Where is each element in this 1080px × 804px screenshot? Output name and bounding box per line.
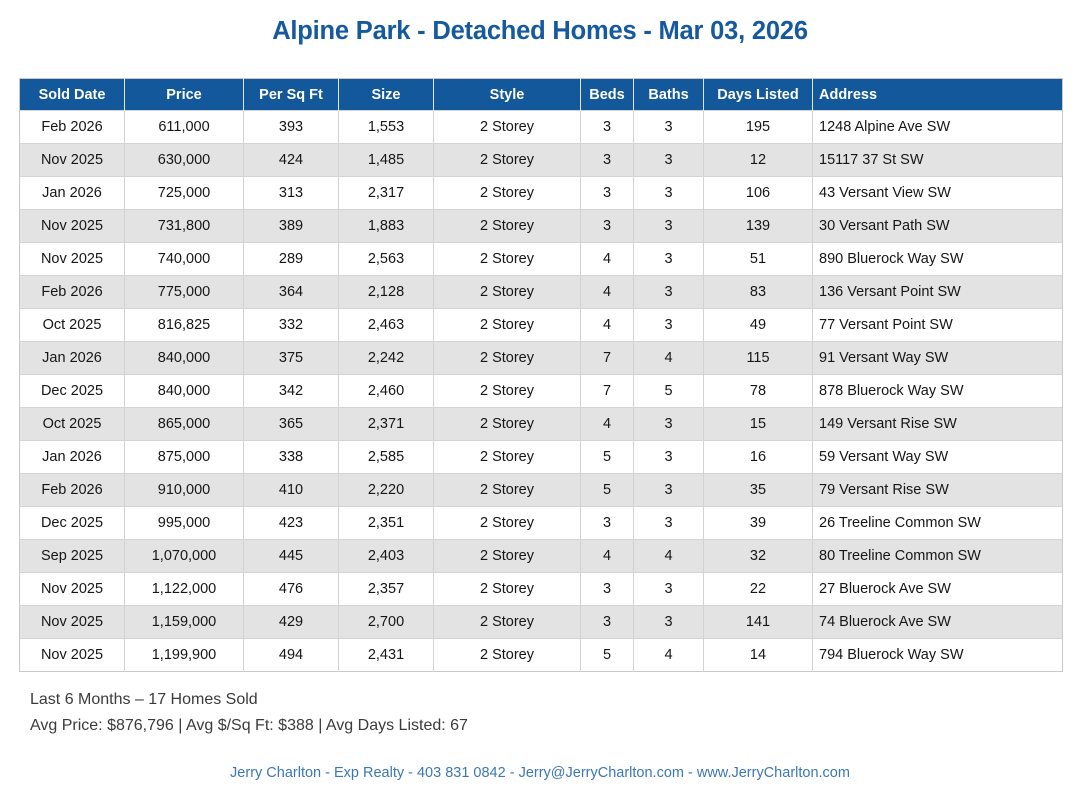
table-row[interactable] xyxy=(20,210,1063,243)
cell-beds: 3 xyxy=(581,111,634,144)
cell-style: 2 Storey xyxy=(434,309,581,342)
sales-table-body xyxy=(20,111,1063,672)
cell-beds: 4 xyxy=(581,309,634,342)
cell-date: Nov 2025 xyxy=(20,243,125,276)
cell-baths: 3 xyxy=(634,408,704,441)
cell-baths: 4 xyxy=(634,342,704,375)
table-row[interactable] xyxy=(20,408,1063,441)
cell-beds: 5 xyxy=(581,474,634,507)
cell-psf: 410 xyxy=(244,474,339,507)
cell-beds: 3 xyxy=(581,210,634,243)
table-header-row xyxy=(20,79,1063,111)
cell-style: 2 Storey xyxy=(434,573,581,606)
cell-style: 2 Storey xyxy=(434,177,581,210)
cell-days: 12 xyxy=(704,144,813,177)
cell-psf: 375 xyxy=(244,342,339,375)
cell-size: 1,883 xyxy=(339,210,434,243)
cell-psf: 365 xyxy=(244,408,339,441)
cell-date: Jan 2026 xyxy=(20,342,125,375)
cell-price: 865,000 xyxy=(125,408,244,441)
cell-date: Sep 2025 xyxy=(20,540,125,573)
cell-psf: 338 xyxy=(244,441,339,474)
table-row[interactable] xyxy=(20,606,1063,639)
cell-baths: 3 xyxy=(634,573,704,606)
sales-table-head xyxy=(20,79,1063,111)
cell-beds: 3 xyxy=(581,507,634,540)
table-row[interactable] xyxy=(20,309,1063,342)
cell-addr: 136 Versant Point SW xyxy=(813,276,1063,309)
cell-style: 2 Storey xyxy=(434,210,581,243)
table-row[interactable] xyxy=(20,342,1063,375)
cell-date: Feb 2026 xyxy=(20,474,125,507)
cell-size: 2,463 xyxy=(339,309,434,342)
cell-days: 35 xyxy=(704,474,813,507)
cell-baths: 3 xyxy=(634,111,704,144)
cell-price: 840,000 xyxy=(125,375,244,408)
cell-price: 816,825 xyxy=(125,309,244,342)
cell-style: 2 Storey xyxy=(434,639,581,672)
cell-beds: 5 xyxy=(581,639,634,672)
column-header-days[interactable]: Days Listed xyxy=(704,79,813,111)
cell-beds: 7 xyxy=(581,375,634,408)
cell-price: 611,000 xyxy=(125,111,244,144)
cell-baths: 4 xyxy=(634,639,704,672)
cell-beds: 4 xyxy=(581,540,634,573)
cell-beds: 5 xyxy=(581,441,634,474)
cell-addr: 15117 37 St SW xyxy=(813,144,1063,177)
footer-contact: Jerry Charlton - Exp Realty - 403 831 0842 - Jerry@JerryCharlton.com - www.JerryCharlton.com xyxy=(230,765,850,781)
table-row[interactable] xyxy=(20,639,1063,672)
cell-style: 2 Storey xyxy=(434,276,581,309)
cell-addr: 77 Versant Point SW xyxy=(813,309,1063,342)
cell-style: 2 Storey xyxy=(434,441,581,474)
cell-date: Jan 2026 xyxy=(20,441,125,474)
cell-size: 2,371 xyxy=(339,408,434,441)
table-row[interactable] xyxy=(20,144,1063,177)
cell-date: Feb 2026 xyxy=(20,111,125,144)
cell-psf: 424 xyxy=(244,144,339,177)
cell-psf: 313 xyxy=(244,177,339,210)
cell-size: 2,317 xyxy=(339,177,434,210)
cell-price: 1,070,000 xyxy=(125,540,244,573)
cell-price: 910,000 xyxy=(125,474,244,507)
cell-baths: 3 xyxy=(634,210,704,243)
cell-psf: 494 xyxy=(244,639,339,672)
cell-beds: 3 xyxy=(581,606,634,639)
cell-size: 2,563 xyxy=(339,243,434,276)
cell-psf: 364 xyxy=(244,276,339,309)
cell-size: 2,700 xyxy=(339,606,434,639)
cell-beds: 3 xyxy=(581,144,634,177)
column-header-baths[interactable]: Baths xyxy=(634,79,704,111)
table-row[interactable] xyxy=(20,507,1063,540)
cell-days: 141 xyxy=(704,606,813,639)
cell-size: 2,357 xyxy=(339,573,434,606)
cell-style: 2 Storey xyxy=(434,507,581,540)
cell-addr: 74 Bluerock Ave SW xyxy=(813,606,1063,639)
cell-size: 2,242 xyxy=(339,342,434,375)
cell-size: 2,460 xyxy=(339,375,434,408)
cell-psf: 342 xyxy=(244,375,339,408)
column-header-date[interactable]: Sold Date xyxy=(20,79,125,111)
cell-style: 2 Storey xyxy=(434,144,581,177)
cell-date: Dec 2025 xyxy=(20,375,125,408)
table-row[interactable] xyxy=(20,540,1063,573)
column-header-style[interactable]: Style xyxy=(434,79,581,111)
table-row[interactable] xyxy=(20,474,1063,507)
cell-days: 139 xyxy=(704,210,813,243)
cell-beds: 3 xyxy=(581,177,634,210)
cell-days: 51 xyxy=(704,243,813,276)
table-row[interactable] xyxy=(20,243,1063,276)
cell-psf: 423 xyxy=(244,507,339,540)
table-row[interactable] xyxy=(20,111,1063,144)
cell-days: 115 xyxy=(704,342,813,375)
cell-style: 2 Storey xyxy=(434,474,581,507)
sales-table-container xyxy=(19,78,1062,672)
cell-size: 2,403 xyxy=(339,540,434,573)
cell-date: Feb 2026 xyxy=(20,276,125,309)
cell-baths: 3 xyxy=(634,606,704,639)
cell-baths: 3 xyxy=(634,276,704,309)
cell-price: 731,800 xyxy=(125,210,244,243)
cell-price: 875,000 xyxy=(125,441,244,474)
cell-addr: 794 Bluerock Way SW xyxy=(813,639,1063,672)
table-row[interactable] xyxy=(20,276,1063,309)
cell-date: Nov 2025 xyxy=(20,210,125,243)
cell-addr: 80 Treeline Common SW xyxy=(813,540,1063,573)
cell-style: 2 Storey xyxy=(434,111,581,144)
cell-price: 1,122,000 xyxy=(125,573,244,606)
cell-baths: 4 xyxy=(634,540,704,573)
cell-size: 1,485 xyxy=(339,144,434,177)
cell-baths: 3 xyxy=(634,309,704,342)
cell-days: 49 xyxy=(704,309,813,342)
cell-addr: 149 Versant Rise SW xyxy=(813,408,1063,441)
cell-psf: 389 xyxy=(244,210,339,243)
cell-date: Nov 2025 xyxy=(20,606,125,639)
cell-date: Nov 2025 xyxy=(20,639,125,672)
table-row[interactable] xyxy=(20,441,1063,474)
cell-date: Oct 2025 xyxy=(20,309,125,342)
cell-days: 39 xyxy=(704,507,813,540)
cell-psf: 445 xyxy=(244,540,339,573)
column-header-psf[interactable]: Per Sq Ft xyxy=(244,79,339,111)
cell-days: 16 xyxy=(704,441,813,474)
cell-price: 630,000 xyxy=(125,144,244,177)
cell-style: 2 Storey xyxy=(434,606,581,639)
table-row[interactable] xyxy=(20,573,1063,606)
cell-addr: 878 Bluerock Way SW xyxy=(813,375,1063,408)
cell-days: 14 xyxy=(704,639,813,672)
cell-price: 775,000 xyxy=(125,276,244,309)
cell-beds: 7 xyxy=(581,342,634,375)
summary-averages-line: Avg Price: $876,796 | Avg $/Sq Ft: $388 | Avg Days Listed: 67 xyxy=(30,717,468,734)
cell-beds: 4 xyxy=(581,276,634,309)
cell-style: 2 Storey xyxy=(434,408,581,441)
cell-psf: 289 xyxy=(244,243,339,276)
cell-baths: 3 xyxy=(634,474,704,507)
cell-days: 22 xyxy=(704,573,813,606)
table-row[interactable] xyxy=(20,177,1063,210)
cell-price: 740,000 xyxy=(125,243,244,276)
sales-table xyxy=(19,78,1063,672)
cell-style: 2 Storey xyxy=(434,540,581,573)
column-header-addr[interactable]: Address xyxy=(813,79,1063,111)
cell-date: Oct 2025 xyxy=(20,408,125,441)
table-row[interactable] xyxy=(20,375,1063,408)
summary-block xyxy=(30,688,468,740)
page-title: Alpine Park - Detached Homes - Mar 03, 2026 xyxy=(272,17,808,45)
cell-baths: 3 xyxy=(634,177,704,210)
cell-addr: 890 Bluerock Way SW xyxy=(813,243,1063,276)
cell-days: 83 xyxy=(704,276,813,309)
cell-addr: 1248 Alpine Ave SW xyxy=(813,111,1063,144)
column-header-beds[interactable]: Beds xyxy=(581,79,634,111)
column-header-size[interactable]: Size xyxy=(339,79,434,111)
cell-price: 1,159,000 xyxy=(125,606,244,639)
cell-date: Jan 2026 xyxy=(20,177,125,210)
cell-size: 2,351 xyxy=(339,507,434,540)
cell-addr: 79 Versant Rise SW xyxy=(813,474,1063,507)
cell-psf: 429 xyxy=(244,606,339,639)
cell-days: 15 xyxy=(704,408,813,441)
cell-size: 2,431 xyxy=(339,639,434,672)
cell-baths: 5 xyxy=(634,375,704,408)
summary-period-line: Last 6 Months – 17 Homes Sold xyxy=(30,691,258,708)
cell-days: 78 xyxy=(704,375,813,408)
cell-addr: 26 Treeline Common SW xyxy=(813,507,1063,540)
cell-beds: 3 xyxy=(581,573,634,606)
cell-size: 2,220 xyxy=(339,474,434,507)
cell-style: 2 Storey xyxy=(434,243,581,276)
column-header-price[interactable]: Price xyxy=(125,79,244,111)
cell-addr: 27 Bluerock Ave SW xyxy=(813,573,1063,606)
cell-days: 32 xyxy=(704,540,813,573)
cell-beds: 4 xyxy=(581,243,634,276)
cell-psf: 393 xyxy=(244,111,339,144)
cell-psf: 476 xyxy=(244,573,339,606)
cell-date: Nov 2025 xyxy=(20,144,125,177)
cell-psf: 332 xyxy=(244,309,339,342)
cell-size: 2,128 xyxy=(339,276,434,309)
cell-price: 840,000 xyxy=(125,342,244,375)
cell-style: 2 Storey xyxy=(434,375,581,408)
cell-baths: 3 xyxy=(634,144,704,177)
cell-addr: 43 Versant View SW xyxy=(813,177,1063,210)
cell-addr: 30 Versant Path SW xyxy=(813,210,1063,243)
cell-baths: 3 xyxy=(634,441,704,474)
cell-baths: 3 xyxy=(634,507,704,540)
cell-size: 1,553 xyxy=(339,111,434,144)
cell-size: 2,585 xyxy=(339,441,434,474)
cell-style: 2 Storey xyxy=(434,342,581,375)
cell-addr: 91 Versant Way SW xyxy=(813,342,1063,375)
cell-price: 995,000 xyxy=(125,507,244,540)
cell-date: Dec 2025 xyxy=(20,507,125,540)
cell-baths: 3 xyxy=(634,243,704,276)
cell-date: Nov 2025 xyxy=(20,573,125,606)
cell-beds: 4 xyxy=(581,408,634,441)
cell-price: 1,199,900 xyxy=(125,639,244,672)
cell-price: 725,000 xyxy=(125,177,244,210)
cell-days: 106 xyxy=(704,177,813,210)
cell-days: 195 xyxy=(704,111,813,144)
cell-addr: 59 Versant Way SW xyxy=(813,441,1063,474)
